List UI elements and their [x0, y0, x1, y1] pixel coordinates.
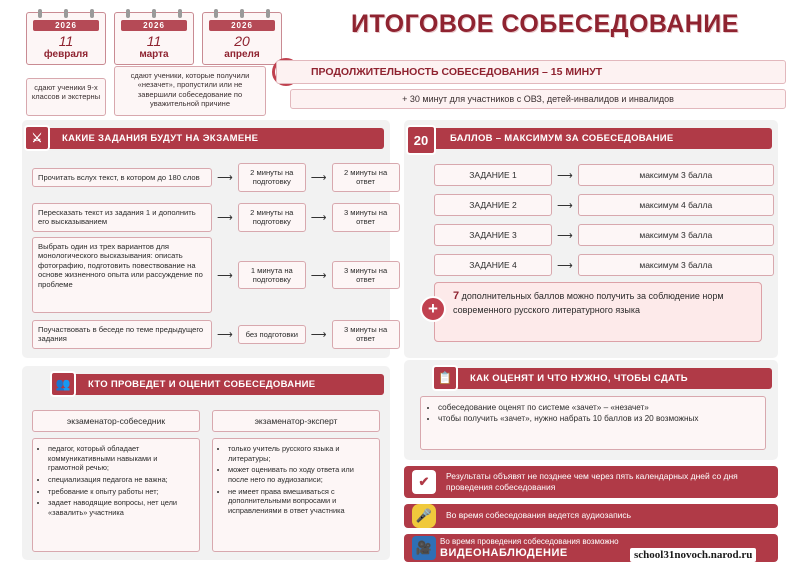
task-prep-time: 1 минута на подготовку: [238, 261, 306, 290]
video-line-1: Во время проведения собеседования возможно: [440, 537, 619, 546]
task-row: [32, 320, 400, 349]
points-task-value: максимум 3 балла: [578, 224, 774, 246]
points-task-value: максимум 4 балла: [578, 194, 774, 216]
calendar-rings: [115, 9, 193, 18]
task-answer-time: 3 минуты на ответ: [332, 320, 400, 349]
calendar-year: 2026: [33, 20, 99, 31]
calendar-day: 11: [146, 33, 162, 49]
points-badge: 20: [406, 125, 436, 155]
points-task-label: ЗАДАНИЕ 4: [434, 254, 552, 276]
calendar-card: [202, 12, 282, 65]
check-icon: ✔: [412, 470, 436, 494]
list-item: • педагог, который обладает коммуникативными навыками и грамотной речью;: [48, 444, 193, 473]
results-bar: Результаты объявят не позднее чем через пять календарных дней со дня проведения собеседования: [404, 466, 778, 498]
calendar-rings: [27, 9, 105, 18]
calendar-note-1: сдают ученики 9-х классов и экстерны: [26, 78, 106, 116]
calendar-month: марта: [139, 49, 169, 61]
points-row: [434, 224, 774, 246]
examiner-role-title: экзаменатор-собеседник: [32, 410, 200, 432]
people-icon: 👥: [50, 371, 76, 397]
arrow-icon: ⟶: [310, 211, 327, 224]
task-prep-time: без подготовки: [238, 325, 306, 344]
calendar-card: [26, 12, 106, 65]
arrow-icon: ⟶: [310, 171, 327, 184]
points-task-label: ЗАДАНИЕ 1: [434, 164, 552, 186]
task-row: [32, 203, 400, 232]
arrow-icon: ⟶: [217, 269, 233, 282]
list-item: • специализация педагога не важна;: [48, 475, 193, 485]
points-task-value: максимум 3 балла: [578, 254, 774, 276]
grading-panel-title: КАК ОЦЕНЯТ И ЧТО НУЖНО, ЧТОБЫ СДАТЬ: [436, 368, 772, 389]
arrow-icon: ⟶: [557, 199, 573, 212]
list-item: • задает наводящие вопросы, нет цели «завалить» участника: [48, 498, 193, 517]
list-item: • не имеет права вмешиваться с дополнительными вопросами и исправлениями в ответ участника: [228, 487, 373, 516]
calendar-rings: [203, 9, 281, 18]
arrow-icon: ⟶: [217, 328, 233, 341]
calendar-card: [114, 12, 194, 65]
points-row: [434, 254, 774, 276]
clipboard-icon: 📋: [432, 365, 458, 391]
task-description: Прочитать вслух текст, в котором до 180 слов: [32, 168, 212, 187]
arrow-icon: ⟶: [217, 211, 233, 224]
site-watermark: school31novoch.narod.ru: [630, 548, 756, 562]
camera-icon: 🎥: [412, 536, 436, 560]
points-task-label: ЗАДАНИЕ 3: [434, 224, 552, 246]
examiner-role-details: [212, 438, 380, 552]
duration-bar: ПРОДОЛЖИТЕЛЬНОСТЬ СОБЕСЕДОВАНИЯ – 15 МИНУТ: [276, 60, 786, 84]
list-item: • требование к опыту работы нет;: [48, 487, 193, 497]
arrow-icon: ⟶: [310, 328, 327, 341]
plus-icon: +: [420, 296, 446, 322]
arrow-icon: ⟶: [217, 171, 233, 184]
task-prep-time: 2 минуты на подготовку: [238, 203, 306, 232]
task-answer-time: 2 минуты на ответ: [332, 163, 400, 192]
calendar-note-2: сдают ученики, которые получили «незачет», пропустили или не завершили собеседование по уважительной причине: [114, 66, 266, 116]
arrow-icon: ⟶: [557, 259, 573, 272]
award-icon: ⚔: [24, 125, 50, 151]
points-task-label: ЗАДАНИЕ 2: [434, 194, 552, 216]
task-answer-time: 3 минуты на ответ: [332, 261, 400, 290]
arrow-icon: ⟶: [310, 269, 327, 282]
list-item: • собеседование оценят по системе «зачет» – «незачет»: [438, 402, 758, 413]
video-line-2: ВИДЕОНАБЛЮДЕНИЕ: [440, 547, 568, 559]
task-prep-time: 2 минуты на подготовку: [238, 163, 306, 192]
calendar-day: 11: [58, 33, 74, 49]
bonus-points-note: [434, 282, 762, 342]
task-description: Выбрать один из трех вариантов для монологического высказывания: описать фотографию, подготовить повествование на основе жизненного опыта или рассуждение по проблеме: [32, 237, 212, 313]
list-item: • только учитель русского языка и литературы;: [228, 444, 373, 463]
points-row: [434, 194, 774, 216]
calendar-day: 20: [234, 33, 250, 49]
calendar-year: 2026: [121, 20, 187, 31]
calendar-month: апреля: [224, 49, 260, 61]
points-task-value: максимум 3 балла: [578, 164, 774, 186]
task-row: [32, 163, 400, 192]
task-row: [32, 237, 400, 313]
bonus-number: 7: [453, 290, 460, 302]
calendar-month: февраля: [43, 49, 89, 61]
page-title: ИТОГОВОЕ СОБЕСЕДОВАНИЕ: [351, 10, 739, 38]
calendar-group: [26, 12, 282, 65]
bonus-text: дополнительных баллов можно получить за соблюдение норм современного русского литературного языка: [453, 291, 724, 315]
who-panel-title: КТО ПРОВЕДЕТ И ОЦЕНИТ СОБЕСЕДОВАНИЕ: [54, 374, 384, 395]
arrow-icon: ⟶: [557, 229, 573, 242]
examiner-role-details: [32, 438, 200, 552]
list-item: • чтобы получить «зачет», нужно набрать 10 баллов из 20 возможных: [438, 413, 758, 424]
duration-subnote: + 30 минут для участников с ОВЗ, детей-инвалидов и инвалидов: [290, 89, 786, 109]
list-item: • может оценивать по ходу ответа или после него по аудиозаписи;: [228, 465, 373, 484]
audio-bar: Во время собеседования ведется аудиозапись: [404, 504, 778, 528]
task-description: Пересказать текст из задания 1 и дополнить его высказыванием: [32, 203, 212, 232]
task-description: Поучаствовать в беседе по теме предыдущего задания: [32, 320, 212, 349]
calendar-year: 2026: [209, 20, 275, 31]
grading-criteria: [420, 396, 766, 450]
points-panel-title: БАЛЛОВ – МАКСИМУМ ЗА СОБЕСЕДОВАНИЕ: [410, 128, 772, 149]
examiner-role-title: экзаменатор-эксперт: [212, 410, 380, 432]
tasks-panel-title: КАКИЕ ЗАДАНИЯ БУДУТ НА ЭКЗАМЕНЕ: [28, 128, 384, 149]
arrow-icon: ⟶: [557, 169, 573, 182]
points-row: [434, 164, 774, 186]
task-answer-time: 3 минуты на ответ: [332, 203, 400, 232]
microphone-icon: 🎤: [412, 504, 436, 528]
